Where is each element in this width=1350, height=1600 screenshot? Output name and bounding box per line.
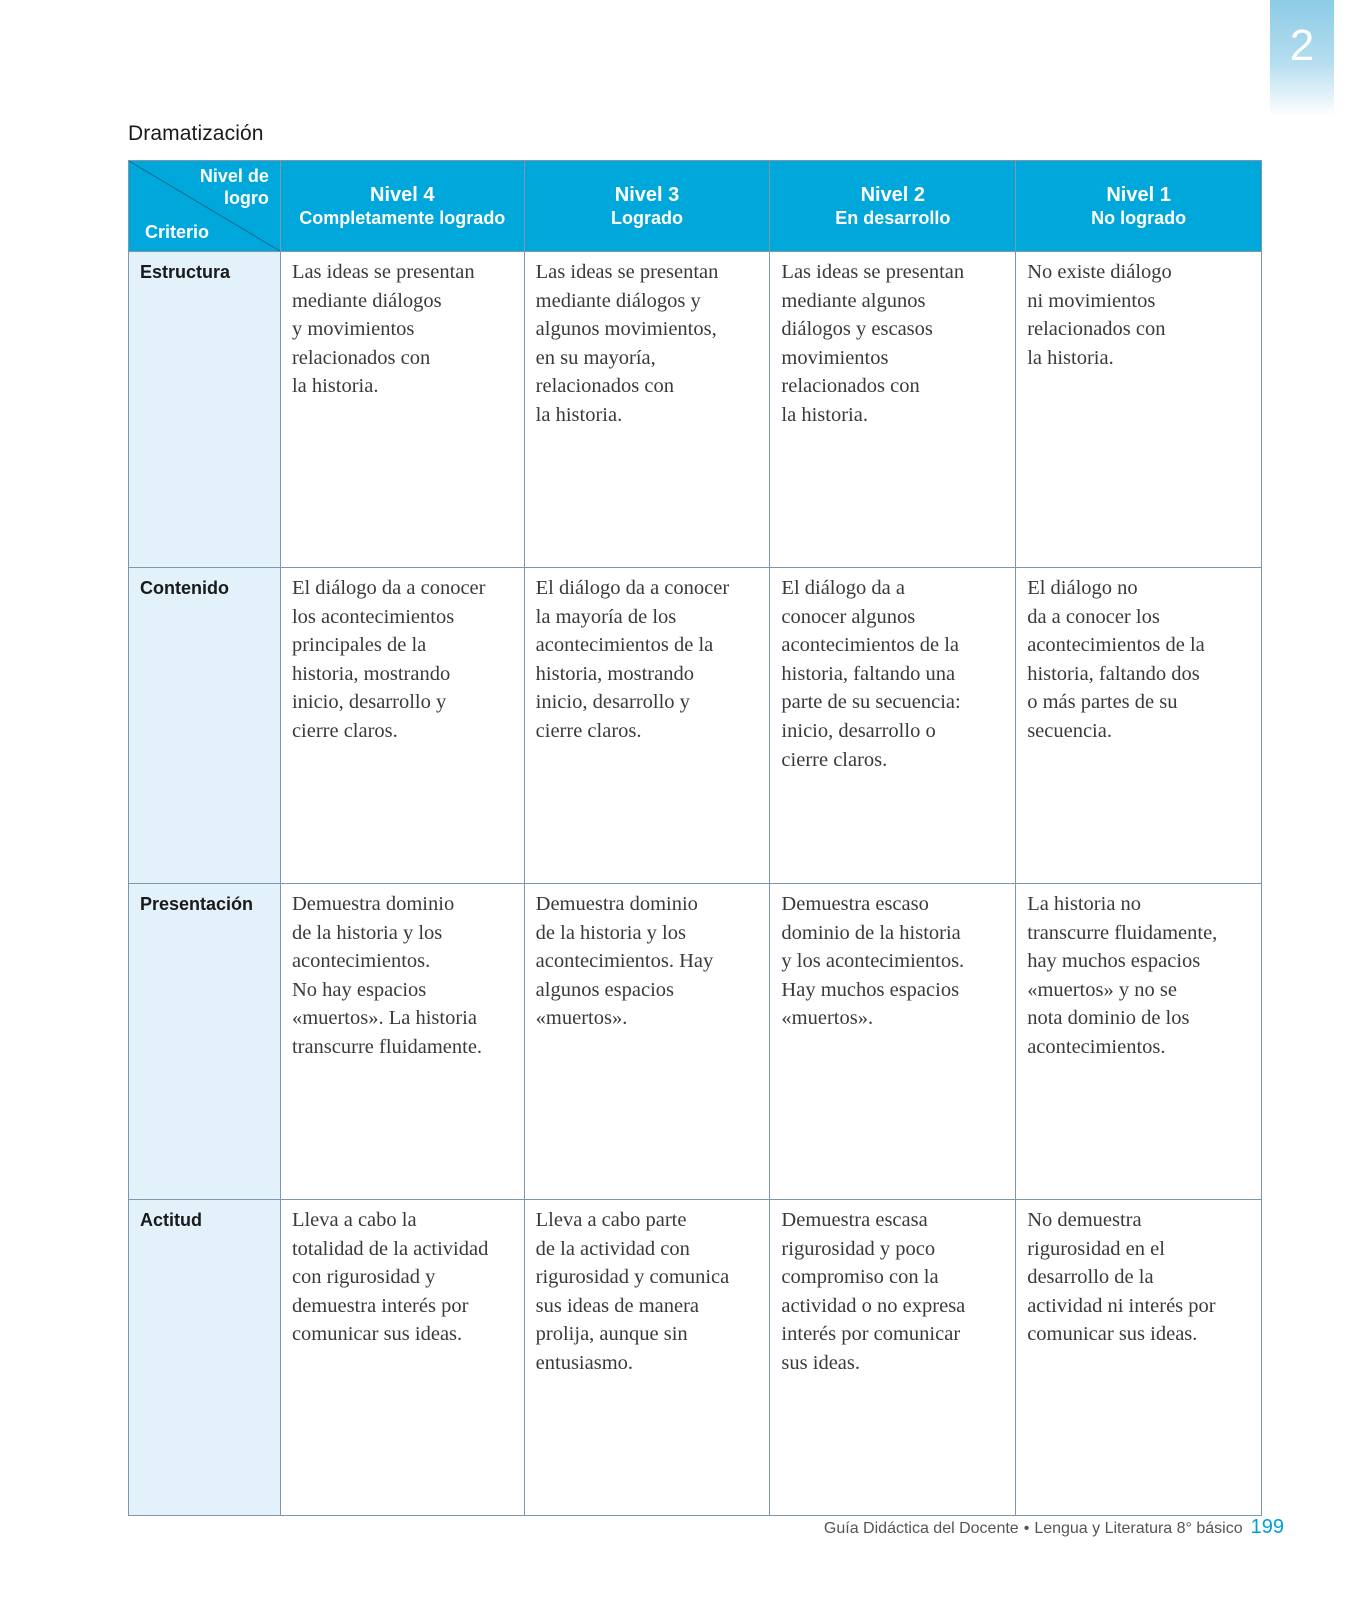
level-subtitle: En desarrollo (835, 208, 951, 228)
rubric-cell: Demuestra escasa rigurosidad y poco compromiso con la actividad o no expresa interés por comunicar sus ideas. (770, 1200, 1016, 1516)
level-subtitle: No logrado (1091, 208, 1187, 228)
table-row-presentacion (129, 884, 1262, 1200)
corner-header-cell (129, 161, 281, 252)
criterion-axis-label: Criterio (145, 222, 210, 242)
table-row-actitud (129, 1200, 1262, 1516)
criterion-label: Presentación (129, 884, 281, 1200)
criterion-label: Estructura (129, 252, 281, 568)
level-subtitle: Logrado (611, 208, 684, 228)
footer-course-title: Lengua y Literatura 8° básico (1034, 1520, 1243, 1537)
level-header-4 (280, 161, 524, 252)
rubric-cell: Lleva a cabo la totalidad de la actividad con rigurosidad y demuestra interés por comunicar sus ideas. (280, 1200, 524, 1516)
rubric-cell: Demuestra dominio de la historia y los acontecimientos. No hay espacios «muertos». La historia transcurre fluidamente. (280, 884, 524, 1200)
header-row (129, 161, 1262, 252)
level-title: Nivel 4 (370, 184, 435, 206)
criterion-label: Contenido (129, 568, 281, 884)
rubric-cell: El diálogo da a conocer los acontecimientos principales de la historia, mostrando inicio, desarrollo y cierre claros. (280, 568, 524, 884)
rubric-cell: No demuestra rigurosidad en el desarrollo de la actividad ni interés por comunicar sus ideas. (1016, 1200, 1262, 1516)
level-title: Nivel 1 (1106, 184, 1171, 206)
level-header-1 (1016, 161, 1262, 252)
rubric-table (128, 160, 1262, 1516)
rubric-cell: El diálogo no da a conocer los acontecimientos de la historia, faltando dos o más partes de su secuencia. (1016, 568, 1262, 884)
criterion-label: Actitud (129, 1200, 281, 1516)
level-title: Nivel 2 (860, 184, 926, 206)
rubric-cell: Lleva a cabo parte de la actividad con rigurosidad y comunica sus ideas de manera prolija, aunque sin entusiasmo. (524, 1200, 770, 1516)
level-header-2 (770, 161, 1016, 252)
rubric-cell: Las ideas se presentan mediante diálogos y algunos movimientos, en su mayoría, relacionados con la historia. (524, 252, 770, 568)
footer-separator: • (1023, 1520, 1030, 1537)
rubric-cell: No existe diálogo ni movimientos relacionados con la historia. (1016, 252, 1262, 568)
rubric-cell: Demuestra escaso dominio de la historia y los acontecimientos. Hay muchos espacios «muertos». (770, 884, 1016, 1200)
table-row-estructura (129, 252, 1262, 568)
level-subtitle: Completamente logrado (299, 208, 506, 228)
level-title: Nivel 3 (614, 184, 680, 206)
rubric-cell: Las ideas se presentan mediante algunos diálogos y escasos movimientos relacionados con la historia. (770, 252, 1016, 568)
rubric-cell: La historia no transcurre fluidamente, hay muchos espacios «muertos» y no se nota dominio de los acontecimientos. (1016, 884, 1262, 1200)
page-number: 199 (1250, 1516, 1284, 1538)
rubric-cell: El diálogo da a conocer algunos acontecimientos de la historia, faltando una parte de su secuencia: inicio, desarrollo o cierre claros. (770, 568, 1016, 884)
rubric-cell: El diálogo da a conocer la mayoría de los acontecimientos de la historia, mostrando inicio, desarrollo y cierre claros. (524, 568, 770, 884)
section-title: Dramatización (128, 122, 264, 145)
table-row-contenido (129, 568, 1262, 884)
rubric-cell: Las ideas se presentan mediante diálogos y movimientos relacionados con la historia. (280, 252, 524, 568)
level-header-3 (524, 161, 770, 252)
rubric-cell: Demuestra dominio de la historia y los acontecimientos. Hay algunos espacios «muertos». (524, 884, 770, 1200)
level-axis-label: Nivel de logro (199, 166, 269, 208)
footer-guide-title: Guía Didáctica del Docente (823, 1520, 1019, 1537)
chapter-tab: 2 (1270, 0, 1334, 116)
page-footer (824, 1516, 1284, 1539)
